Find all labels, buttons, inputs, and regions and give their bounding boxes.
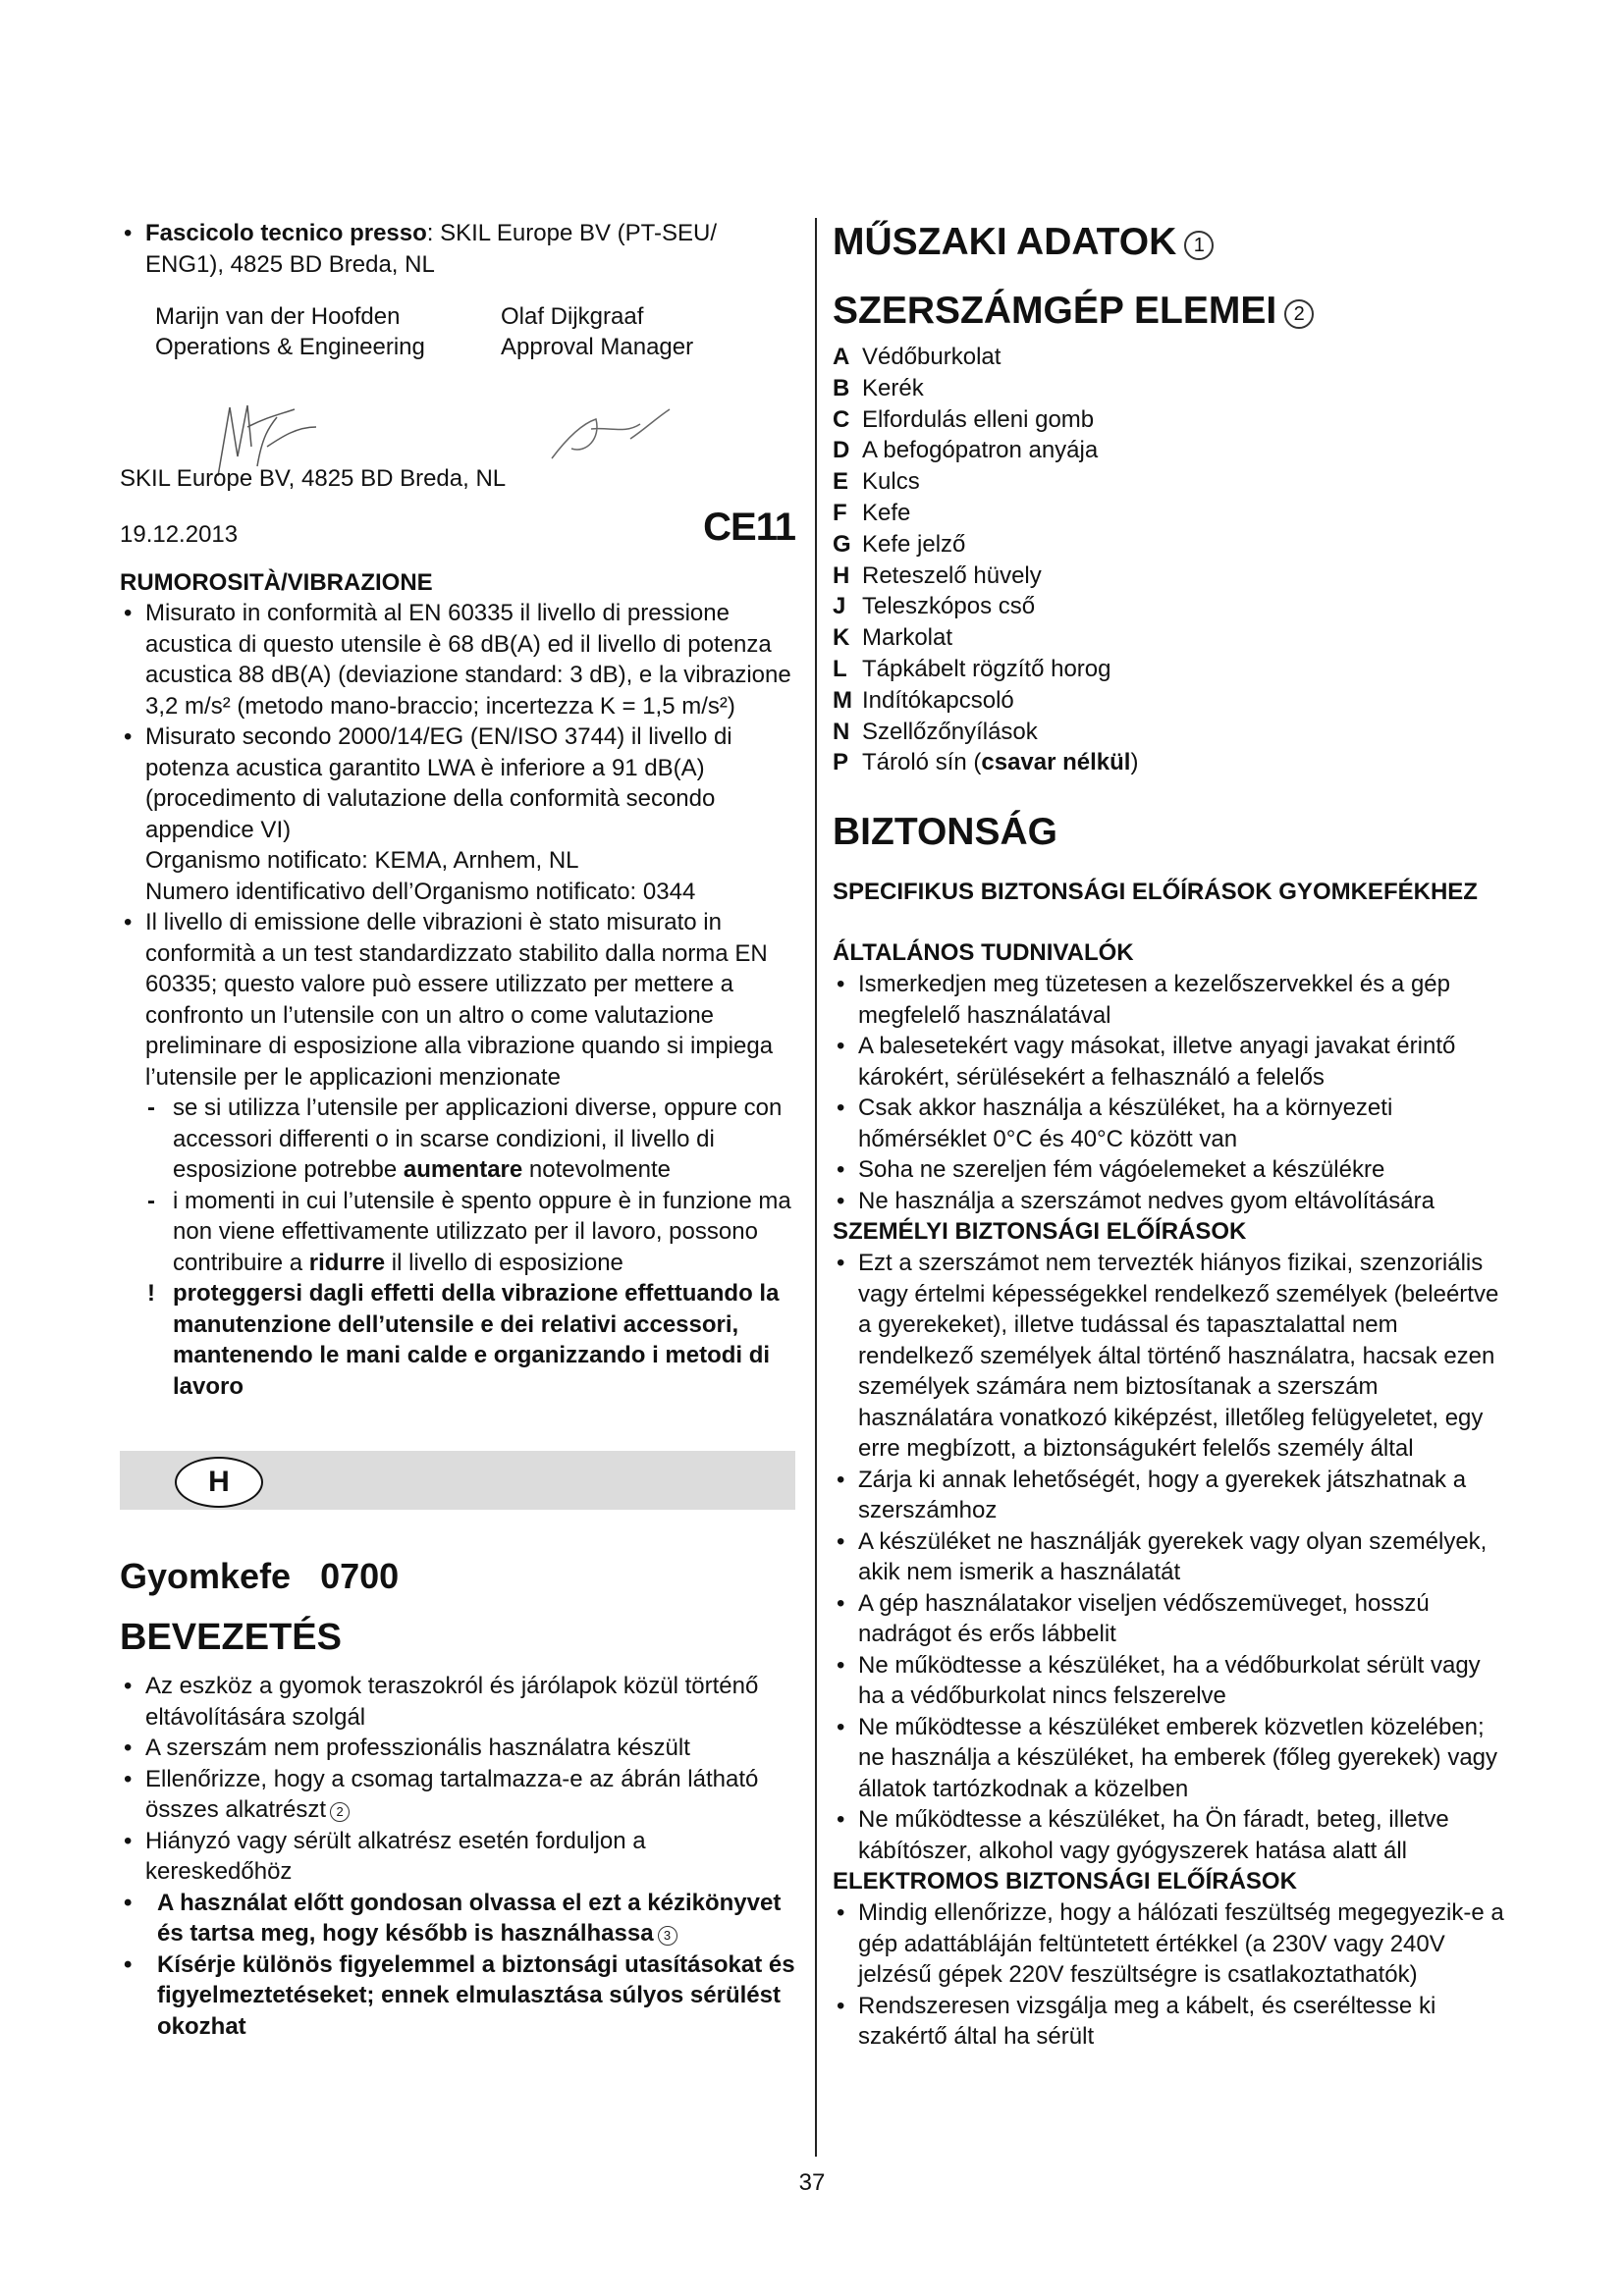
organismo-name: Organismo notificato: KEMA, Arnhem, NL [145,847,579,874]
vibration-sublist [120,1093,795,1278]
part-J-text: Teleszkópos cső [862,593,1036,620]
intro-bold-1-text: A használat előtt gondosan olvassa el ezt a kézikönyvet és tartsa meg, hogy később is használhassa [157,1889,782,1947]
general-item-1: • Ismerkedjen meg tüzetesen a kezelőszervekkel és a gép megfelelő használatával [833,969,1510,1031]
intro-item-3-text: Ellenőrizze, hogy a csomag tartalmazza-e az ábrán látható összes alkatrészt [145,1765,759,1823]
personal-item-3: • A készüléket ne használják gyerekek vagy olyan személyek, akik nem ismerik a használatát [833,1526,1510,1588]
electric-list [833,1897,1510,2053]
left-column [120,218,795,2042]
part-P-text: Tároló sín ( [862,749,982,776]
figure-3-ref: 3 [658,1926,677,1946]
electric-item-2: • Rendszeresen vizsgálja meg a kábelt, és cseréltesse ki szakértő által ha sérült [833,1991,1510,2053]
parts-list [833,342,1510,778]
part-N-text: Szellőzőnyílások [862,718,1038,745]
part-P-bold: csavar nélkül [981,749,1131,776]
part-D-text: A befogópatron anyája [862,437,1099,464]
personal-item-6: • Ne működtesse a készüléket emberek közvetlen közelében; ne használja a készüléket, ha emberek (főleg gyerekek) vagy állatok tartózkodnak a közelben [833,1712,1510,1805]
intro-list [120,1671,795,2042]
vibration-item: • Il livello di emissione delle vibrazioni è stato misurato in conformità a un test standardizzato stabilito dalla norma EN 60335; questo valore può essere utilizzato per mettere a confronto un l’utensile con un altro o come valutazione preliminare di esposizione alla vibrazione quando si impiega l’utensile per le applicazioni menzionate [120,907,795,1093]
part-A [833,342,1510,373]
part-H-letter: H [833,561,850,589]
vibration-warning-item: ! proteggersi dagli effetti della vibrazione effettuando la manutenzione dell’utensile e dei relativi accessori, mantenendo le mani calde e organizzando i metodi di lavoro [147,1280,780,1400]
general-item-2: • A balesetekért vagy másokat, illetve anyagi javakat érintő károkért, sérülésekért a felhasználó a felelős [833,1031,1510,1093]
part-L-letter: L [833,655,847,682]
intro-item-2: • A szerszám nem professzionális használatra készült [120,1733,795,1764]
noise-list [120,598,795,845]
intro-heading: BEVEZETÉS [120,1617,342,1658]
part-C-text: Elfordulás elleni gomb [862,405,1095,433]
vibration-warning-text: proteggersi dagli effetti della vibrazione effettuando la manutenzione dell’utensile e dei relativi accessori, mantenendo le mani calde e organizzando i metodi di lavoro [173,1280,780,1400]
intro-bold-1 [120,1888,795,1949]
ce-mark: CE11 [703,506,795,549]
part-C-letter: C [833,405,850,433]
signatory-1-name: Marijn van der Hoofden [155,303,401,330]
vibration-sub-1: - se si utilizza l’utensile per applicazioni diverse, oppure con accessori differenti o in scarse condizioni, il livello di esposizione potrebbe aumentare notevolmente [147,1095,783,1183]
declaration-date: 19.12.2013 [120,521,239,548]
general-item-5: • Ne használja a szerszámot nedves gyom eltávolítására [833,1186,1510,1217]
fascicolo-text: : SKIL Europe BV (PT-SEU/ ENG1), 4825 BD Breda, NL [145,220,718,278]
language-banner [120,1451,795,1510]
part-J-letter: J [833,593,846,620]
fascicolo-item [120,218,795,280]
part-N [833,717,1510,748]
vibration-list [120,907,795,1093]
part-A-letter: A [833,344,850,370]
personal-list [833,1248,1510,1866]
safety-heading: BIZTONSÁG [833,811,1057,854]
part-G-letter: G [833,530,851,558]
vibration-warning [120,1278,795,1402]
part-J [833,591,1510,622]
vibration-sub-2: - i momenti in cui l’utensile è spento oppure è in funzione ma non viene effettivamente utilizzato per il lavoro, possono contribuire a ridurre il livello di esposizione [147,1187,791,1276]
part-F [833,498,1510,529]
part-D [833,435,1510,466]
vibration-sub-2-bold: ridurre [308,1249,386,1276]
personal-item-4: • A gép használatakor viseljen védőszemüveget, hosszú nadrágot és erős lábbelit [833,1588,1510,1650]
signature-2-icon [542,400,679,468]
noise-item-1: • Misurato in conformità al EN 60335 il livello di pressione acustica di questo utensile è 68 dB(A) ed il livello di potenza acustica 88 dB(A) (deviazione standard: 3 dB), e la vibrazione 3,2 m/s² (metodo mano-braccio; incertezza K = 1,5 m/s²) [120,598,795,721]
signatory-1 [155,301,425,362]
part-H [833,561,1510,592]
vibration-sub-2-text-a: i momenti in cui l’utensile è spento oppure è in funzione ma non viene effettivamente utilizzato per il lavoro, possono contribuire a [173,1187,791,1276]
part-B-text: Kerék [862,374,924,401]
general-list [833,969,1510,1216]
part-B-letter: B [833,374,850,401]
vibration-sub-1-text-a: se si utilizza l’utensile per applicazioni diverse, oppure con accessori differenti o in scarse condizioni, il livello di esposizione potrebbe [173,1095,783,1183]
signatory-2-title: Approval Manager [501,334,694,360]
noise-item-2: • Misurato secondo 2000/14/EG (EN/ISO 3744) il livello di potenza acustica garantito LWA è inferiore a 91 dB(A) (procedimento di valutazione della conformità secondo appendice VI) [120,721,795,845]
fascicolo-label: Fascicolo tecnico presso [145,220,427,246]
part-M [833,685,1510,717]
part-N-letter: N [833,718,850,745]
figure-1-ref: 1 [1184,231,1214,260]
part-H-text: Reteszelő hüvely [862,561,1042,589]
column-divider [815,218,817,2157]
part-F-letter: F [833,499,847,526]
specific-safety-heading: SPECIFIKUS BIZTONSÁGI ELŐÍRÁSOK GYOMKEFÉKHEZ [833,879,1478,906]
intro-item-4: • Hiányzó vagy sérült alkatrész esetén forduljon a kereskedőhöz [120,1826,795,1888]
personal-safety-heading: SZEMÉLYI BIZTONSÁGI ELŐÍRÁSOK [833,1218,1247,1246]
personal-item-7: • Ne működtesse a készüléket, ha Ön fáradt, beteg, illetve kábítószer, alkohol vagy gyógyszerek hatása alatt áll [833,1804,1510,1866]
part-P-letter: P [833,749,849,776]
right-column [833,218,1510,2053]
intro-item-3 [120,1764,795,1826]
company-address: SKIL Europe BV, 4825 BD Breda, NL [120,465,507,492]
part-P [833,747,1510,778]
part-K-letter: K [833,624,850,652]
part-G [833,529,1510,561]
part-A-text: Védőburkolat [862,344,1001,370]
parts-heading [833,287,1510,336]
parts-heading-text: SZERSZÁMGÉP ELEMEI [833,290,1277,332]
part-M-letter: M [833,686,852,714]
signatory-1-title: Operations & Engineering [155,334,425,360]
part-M-text: Indítókapcsoló [862,686,1014,714]
tech-data-heading-text: MŰSZAKI ADATOK [833,221,1177,263]
product-title: Gyomkefe 0700 [120,1556,400,1596]
electric-item-1: • Mindig ellenőrizze, hogy a hálózati feszültség megegyezik-e a gép adattábláján feltüntetett értékkel (a 230V vagy 240V jelzésű gépek 220V feszültségre is csatlakoztathatók) [833,1897,1510,1991]
part-D-letter: D [833,437,850,464]
signatory-2-name: Olaf Dijkgraaf [501,303,644,330]
part-F-text: Kefe [862,499,911,526]
general-item-3: • Csak akkor használja a készüléket, ha a környezeti hőmérséklet 0°C és 40°C között van [833,1093,1510,1154]
part-L [833,654,1510,685]
part-E-letter: E [833,468,849,496]
personal-item-1: • Ezt a szerszámot nem tervezték hiányos fizikai, szenzoriális vagy értelmi képességekkel rendelkező személyek (beleértve a gyerekeket), illetve tudással és tapasztalattal nem rendelkező személyek által történő használatra, hacsak ezen személyek számára nem biztosítanak a szerszám használatára vonatkozó kiképzést, illetőleg felügyeletet, egy erre megbízott, a biztonságukért felelős személy által [833,1248,1510,1465]
part-K-text: Markolat [862,624,953,652]
page-number: 37 [798,2169,826,2196]
vibration-sub-1-bold: aumentare [403,1156,523,1183]
general-heading: ÁLTALÁNOS TUDNIVALÓK [833,939,1134,967]
tech-data-heading [833,218,1510,267]
part-E-text: Kulcs [862,468,920,496]
organismo-block [120,845,795,907]
general-item-4: • Soha ne szereljen fém vágóelemeket a készülékre [833,1154,1510,1186]
intro-bold-2: • Kísérje különös figyelemmel a biztonsági utasításokat és figyelmeztetéseket; ennek elmulasztása súlyos sérülést okozhat [120,1949,795,2043]
organismo-number: Numero identificativo dell’Organismo notificato: 0344 [145,878,696,905]
personal-item-2: • Zárja ki annak lehetőségét, hogy a gyerekek játszhatnak a szerszámhoz [833,1465,1510,1526]
part-P-end: ) [1130,749,1139,776]
part-G-text: Kefe jelző [862,530,966,558]
vibration-sub-2-text-c: il livello di esposizione [385,1249,623,1276]
figure-2-ref-right: 2 [1284,299,1314,329]
fascicolo-list [120,218,795,280]
noise-heading: RUMOROSITÀ/VIBRAZIONE [120,569,433,596]
electrical-safety-heading: ELEKTROMOS BIZTONSÁGI ELŐÍRÁSOK [833,1868,1297,1896]
part-E [833,466,1510,498]
vibration-sub-1-text-c: notevolmente [522,1156,671,1183]
part-L-text: Tápkábelt rögzítő horog [862,655,1111,682]
country-badge: H [175,1457,263,1508]
intro-item-1: • Az eszköz a gyomok teraszokról és járólapok közül történő eltávolítására szolgál [120,1671,795,1733]
part-K [833,622,1510,654]
signatory-2 [501,301,693,362]
signature-block [120,301,795,566]
part-B [833,373,1510,404]
figure-2-ref: 2 [330,1802,350,1822]
personal-item-5: • Ne működtesse a készüléket, ha a védőburkolat sérült vagy ha a védőburkolat nincs felszerelve [833,1650,1510,1712]
part-C [833,404,1510,436]
